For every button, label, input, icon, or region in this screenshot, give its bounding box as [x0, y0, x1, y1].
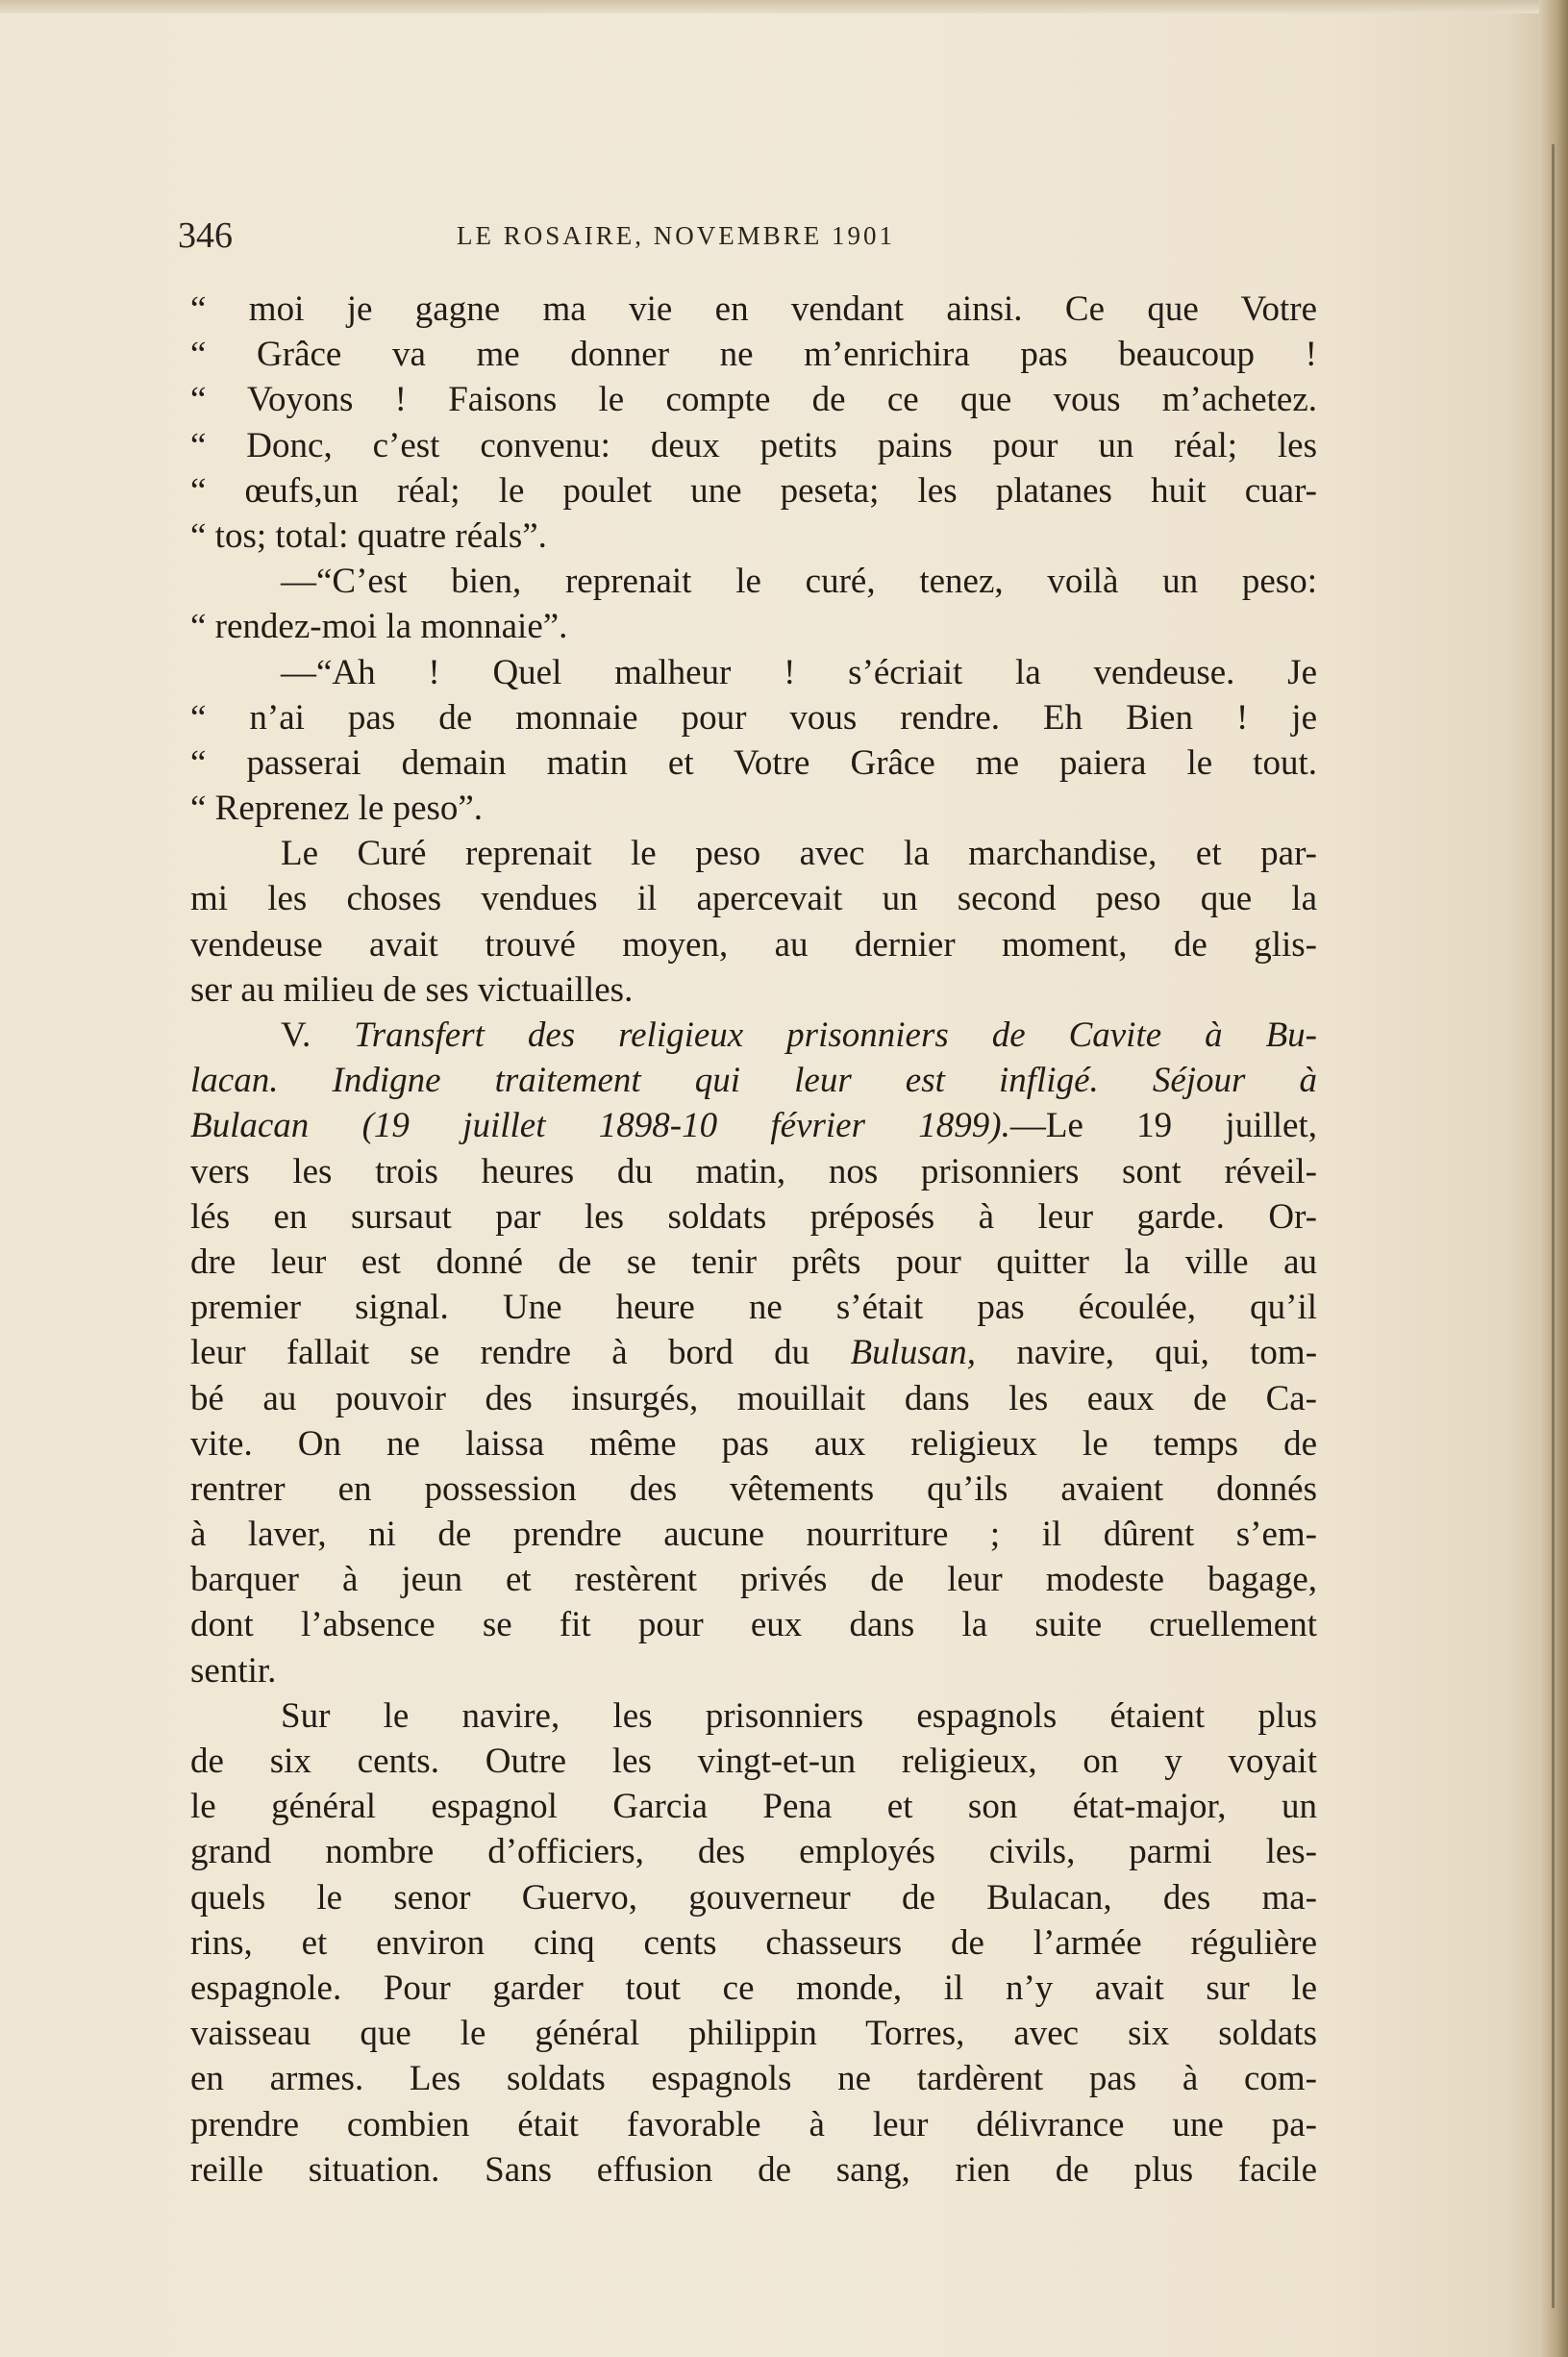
- text-line: vendeuse avait trouvé moyen, au dernier moment, de glis-: [190, 924, 1317, 965]
- section-heading-line: [190, 1013, 1317, 1058]
- page-number: 346: [178, 215, 233, 256]
- text-line: prendre combien était favorable à leur délivrance une pa-: [190, 2104, 1317, 2144]
- text-line: rentrer en possession des vêtements qu’ils avaient donnés: [190, 1468, 1317, 1509]
- text-line: “ tos; total: quatre réals”.: [190, 515, 547, 556]
- body-text: [190, 287, 1317, 2193]
- running-title: LE ROSAIRE, NOVEMBRE 1901: [457, 221, 896, 250]
- text-line: “ moi je gagne ma vie en vendant ainsi. Ce que Votre: [190, 289, 1317, 329]
- text-line: “ œufs,un réal; le poulet une peseta; les platanes huit cuar-: [190, 470, 1317, 511]
- section-heading-line: lacan. Indigne traitement qui leur est infligé. Séjour à: [190, 1061, 1317, 1101]
- text-line: mi les choses vendues il apercevait un second peso que la: [190, 879, 1317, 919]
- section-date-tail: —Le 19 juillet,: [1009, 1106, 1317, 1146]
- text-line: à laver, ni de prendre aucune nourriture ; il dûrent s’em-: [190, 1515, 1317, 1555]
- text-line: rins, et environ cinq cents chasseurs de l’armée régulière: [190, 1922, 1317, 1963]
- text-line: reille situation. Sans effusion de sang, rien de plus facile: [190, 2149, 1317, 2190]
- text-line: grand nombre d’officiers, des employés civils, parmi les-: [190, 1832, 1317, 1872]
- text-line: vaisseau que le général philippin Torres, avec six soldats: [190, 2014, 1317, 2054]
- text-line: dre leur est donné de se tenir prêts pour quitter la ville au: [190, 1241, 1317, 1282]
- text-line: barquer à jeun et restèrent privés de leur modeste bagage,: [190, 1560, 1317, 1600]
- text-line: premier signal. Une heure ne s’était pas écoulée, qu’il: [190, 1288, 1317, 1328]
- text-fragment: leur fallait se rendre à bord du: [190, 1333, 810, 1373]
- text-line: vite. On ne laissa même pas aux religieux le temps de: [190, 1423, 1317, 1464]
- text-line: Sur le navire, les prisonniers espagnols étaient plus: [281, 1695, 1317, 1736]
- text-line: sentir.: [190, 1650, 277, 1691]
- text-line: vers les trois heures du matin, nos prisonniers sont réveil-: [190, 1151, 1317, 1191]
- text-line: “ Donc, c’est convenu: deux petits pains pour un réal; les: [190, 425, 1317, 465]
- text-fragment: navire, qui, tom-: [1016, 1333, 1318, 1373]
- text-line: le général espagnol Garcia Pena et son état-major, un: [190, 1787, 1317, 1827]
- text-line: “ rendez-moi la monnaie”.: [190, 607, 568, 647]
- page-edge-shadow: [1552, 144, 1555, 2308]
- text-line: “ n’ai pas de monnaie pour vous rendre. Eh Bien ! je: [190, 697, 1317, 738]
- text-line: lés en sursaut par les soldats préposés à leur garde. Or-: [190, 1196, 1317, 1237]
- text-line: en armes. Les soldats espagnols ne tardèrent pas à com-: [190, 2059, 1317, 2099]
- text-line: “ Voyons ! Faisons le compte de ce que vous m’achetez.: [190, 380, 1317, 420]
- text-line: bé au pouvoir des insurgés, mouillait dans les eaux de Ca-: [190, 1378, 1317, 1418]
- text-line: espagnole. Pour garder tout ce monde, il n’y avait sur le: [190, 1968, 1317, 2008]
- text-line: —“Ah ! Quel malheur ! s’écriait la vendeuse. Je: [281, 652, 1317, 692]
- text-line: [190, 1330, 1317, 1375]
- text-line: quels le senor Guervo, gouverneur de Bulacan, des ma-: [190, 1877, 1317, 1918]
- page-top-edge: [0, 0, 1568, 13]
- text-line: “ Grâce va me donner ne m’enrichira pas beaucoup !: [190, 335, 1317, 375]
- text-line: “ Reprenez le peso”.: [190, 789, 484, 829]
- section-dates: Bulacan (19 juillet 1898-10 février 1899).: [190, 1106, 1010, 1146]
- text-line: ser au milieu de ses victuailles.: [190, 969, 634, 1010]
- running-header: [178, 213, 1322, 258]
- ship-name: Bulusan,: [850, 1333, 976, 1373]
- text-line: —“C’est bien, reprenait le curé, tenez, voilà un peso:: [281, 562, 1317, 602]
- text-line: “ passerai demain matin et Votre Grâce me paiera le tout.: [190, 742, 1317, 783]
- text-line: Le Curé reprenait le peso avec la marchandise, et par-: [281, 834, 1317, 874]
- section-number: V.: [281, 1016, 355, 1055]
- text-line: de six cents. Outre les vingt-et-un religieux, on y voyait: [190, 1742, 1317, 1781]
- section-title-part: Transfert des religieux prisonniers de Cavite à Bu-: [354, 1016, 1317, 1055]
- section-heading-line: [190, 1103, 1317, 1148]
- text-line: dont l’absence se fit pour eux dans la suite cruellement: [190, 1605, 1317, 1645]
